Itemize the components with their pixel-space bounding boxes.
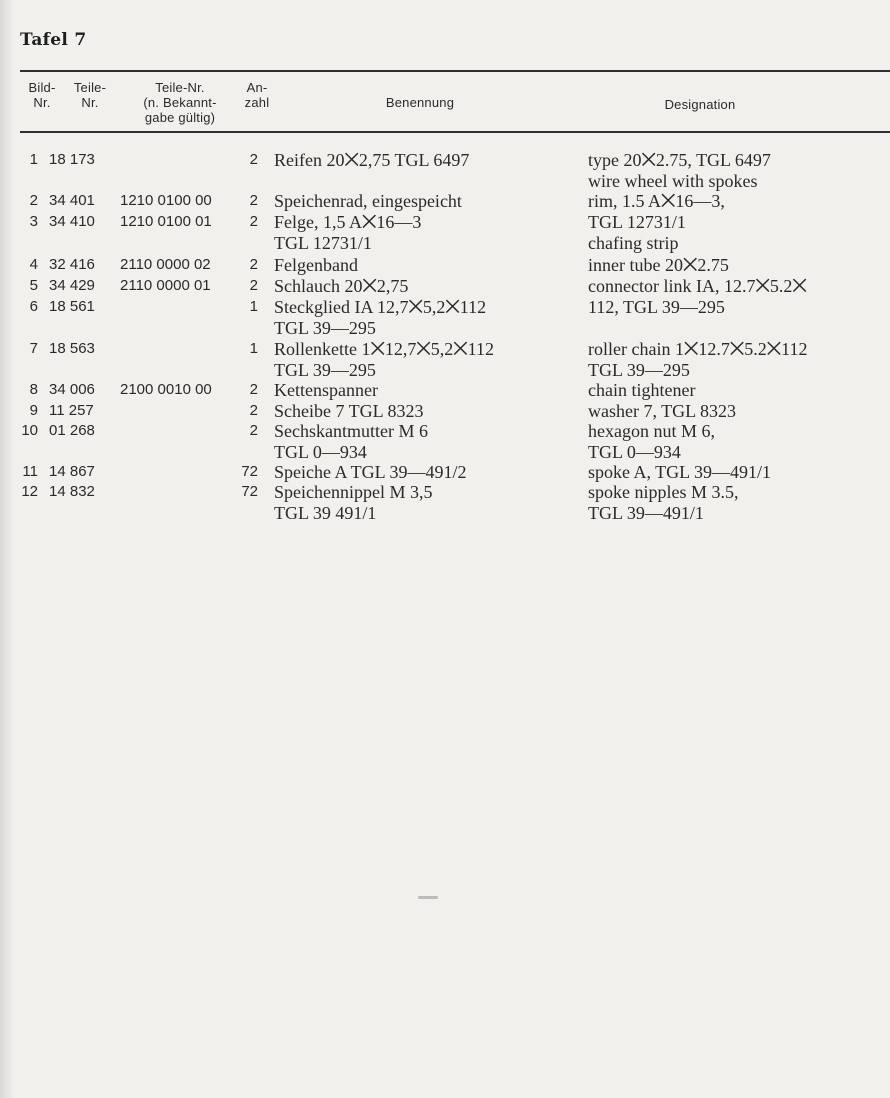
row-1-benennung-line-1: Reifen 20⨉2,75 TGL 6497	[274, 150, 470, 170]
row-2-teil: 34 401	[49, 192, 95, 209]
row-7-benennung-line-1: Rollenkette 1⨉12,7⨉5,2⨉112	[274, 339, 495, 359]
row-2-anzahl: 2	[249, 192, 258, 209]
header-bild	[20, 80, 64, 110]
row-2-benennung	[274, 191, 574, 212]
row-5-teil: 34 429	[49, 277, 95, 294]
row-1-designation	[588, 150, 890, 191]
row-4-designation	[588, 255, 890, 276]
header-anzahl	[236, 80, 278, 110]
row-12-designation	[588, 482, 890, 523]
row-12-designation-line-2: TGL 39—491/1	[588, 502, 704, 523]
header-bekannt-line-2: (n. Bekannt-	[143, 95, 217, 110]
paper-speck	[418, 896, 438, 899]
row-10-bild: 10	[21, 422, 38, 439]
row-5-bild: 5	[29, 277, 38, 294]
header-bild-line-1: Bild-	[28, 80, 56, 95]
row-10-designation-line-1: hexagon nut M 6,	[588, 421, 715, 441]
row-9-designation-line-1: washer 7, TGL 8323	[588, 401, 736, 421]
row-12-benennung-line-2: TGL 39 491/1	[274, 502, 377, 523]
row-3-benennung-line-2: TGL 12731/1	[274, 232, 372, 253]
row-8-designation-line-1: chain tightener	[588, 380, 696, 400]
row-12-benennung-line-1: Speichennippel M 3,5	[274, 482, 433, 502]
row-7-bild: 7	[29, 340, 38, 357]
row-10-benennung-line-2: TGL 0—934	[274, 441, 367, 462]
row-3-benennung-line-1: Felge, 1,5 A⨉16—3	[274, 212, 422, 232]
table-header-rule	[20, 131, 890, 133]
row-10-designation-line-2: TGL 0—934	[588, 441, 681, 462]
row-8-designation	[588, 380, 890, 401]
row-4-teil: 32 416	[49, 256, 95, 273]
row-3-bild: 3	[29, 213, 38, 230]
row-7-teil: 18 563	[49, 340, 95, 357]
header-benennung: Benennung	[385, 95, 455, 110]
header-bekannt-line-1: Teile-Nr.	[155, 80, 205, 95]
row-4-benennung	[274, 255, 574, 276]
row-8-benennung	[274, 380, 574, 401]
row-9-bild: 9	[29, 402, 38, 419]
row-12-designation-line-1: spoke nipples M 3.5,	[588, 482, 739, 502]
row-8-bild: 8	[29, 381, 38, 398]
row-8-benennung-line-1: Kettenspanner	[274, 380, 378, 400]
row-5-designation-line-1: connector link IA, 12.7⨉5.2⨉	[588, 276, 807, 296]
row-7-benennung-line-2: TGL 39—295	[274, 359, 376, 380]
row-12-anzahl: 72	[241, 483, 258, 500]
row-3-designation-line-2: chafing strip	[588, 232, 679, 253]
header-teile-line-1: Teile-	[73, 80, 107, 95]
header-bekannt-line-3: gabe gültig)	[144, 110, 216, 125]
table-top-rule	[20, 70, 890, 72]
row-9-designation	[588, 401, 890, 422]
row-6-designation	[588, 297, 890, 318]
row-6-anzahl: 1	[249, 298, 258, 315]
row-3-bekannt: 1210 0100 01	[120, 213, 212, 230]
row-1-designation-line-2: wire wheel with spokes	[588, 170, 758, 191]
row-3-designation	[588, 212, 890, 253]
row-6-benennung-line-1: Steckglied IA 12,7⨉5,2⨉112	[274, 297, 487, 317]
row-9-teil: 11 257	[49, 402, 94, 419]
row-5-benennung-line-1: Schlauch 20⨉2,75	[274, 276, 409, 296]
row-2-bild: 2	[29, 192, 38, 209]
row-3-designation-line-1: TGL 12731/1	[588, 212, 686, 232]
row-1-teil: 18 173	[49, 151, 95, 168]
row-11-benennung-line-1: Speiche A TGL 39—491/2	[274, 462, 467, 482]
row-2-benennung-line-1: Speichenrad, eingespeicht	[274, 191, 462, 211]
row-9-anzahl: 2	[249, 402, 258, 419]
row-7-designation-line-1: roller chain 1⨉12.7⨉5.2⨉112	[588, 339, 808, 359]
row-4-bekannt: 2110 0000 02	[120, 256, 211, 273]
row-7-designation-line-2: TGL 39—295	[588, 359, 690, 380]
row-1-bild: 1	[29, 151, 38, 168]
header-teile-line-2: Nr.	[81, 95, 99, 110]
row-6-benennung-line-2: TGL 39—295	[274, 317, 376, 338]
row-6-bild: 6	[29, 298, 38, 315]
row-8-bekannt: 2100 0010 00	[120, 381, 212, 398]
row-11-designation-line-1: spoke A, TGL 39—491/1	[588, 462, 771, 482]
row-4-designation-line-1: inner tube 20⨉2.75	[588, 255, 729, 275]
row-2-bekannt: 1210 0100 00	[120, 192, 212, 209]
row-2-designation	[588, 191, 890, 212]
row-10-teil: 01 268	[49, 422, 95, 439]
row-10-anzahl: 2	[249, 422, 258, 439]
row-6-benennung	[274, 297, 574, 338]
row-5-bekannt: 2110 0000 01	[120, 277, 211, 294]
row-1-designation-line-1: type 20⨉2.75, TGL 6497	[588, 150, 771, 170]
row-12-benennung	[274, 482, 574, 523]
row-10-benennung-line-1: Sechskantmutter M 6	[274, 421, 428, 441]
row-7-anzahl: 1	[249, 340, 258, 357]
row-12-bild: 12	[21, 483, 38, 500]
row-12-teil: 14 832	[49, 483, 95, 500]
row-11-benennung	[274, 462, 574, 483]
row-10-designation	[588, 421, 890, 462]
row-6-designation-line-1: 112, TGL 39—295	[588, 297, 725, 317]
row-4-benennung-line-1: Felgenband	[274, 255, 358, 275]
row-8-teil: 34 006	[49, 381, 95, 398]
row-6-teil: 18 561	[49, 298, 95, 315]
row-9-benennung	[274, 401, 574, 422]
row-11-teil: 14 867	[49, 463, 95, 480]
header-anzahl-line-1: An-	[246, 80, 268, 95]
row-7-benennung	[274, 339, 574, 380]
row-4-bild: 4	[29, 256, 38, 273]
row-11-designation	[588, 462, 890, 483]
page-spine-shadow	[0, 0, 14, 1098]
row-11-anzahl: 72	[241, 463, 258, 480]
header-bekannt	[124, 80, 236, 125]
header-anzahl-line-2: zahl	[244, 95, 270, 110]
row-3-anzahl: 2	[249, 213, 258, 230]
page-title: Tafel 7	[20, 30, 87, 50]
header-designation: Designation	[664, 97, 736, 112]
header-teile	[64, 80, 116, 110]
row-5-designation	[588, 276, 890, 297]
row-11-bild: 11	[22, 463, 38, 480]
row-5-benennung	[274, 276, 574, 297]
row-8-anzahl: 2	[249, 381, 258, 398]
row-3-benennung	[274, 212, 574, 253]
row-9-benennung-line-1: Scheibe 7 TGL 8323	[274, 401, 424, 421]
row-4-anzahl: 2	[249, 256, 258, 273]
row-7-designation	[588, 339, 890, 380]
row-3-teil: 34 410	[49, 213, 95, 230]
row-2-designation-line-1: rim, 1.5 A⨉16—3,	[588, 191, 725, 211]
row-1-anzahl: 2	[249, 151, 258, 168]
row-1-benennung	[274, 150, 574, 171]
header-bild-line-2: Nr.	[33, 95, 51, 110]
row-5-anzahl: 2	[249, 277, 258, 294]
row-10-benennung	[274, 421, 574, 462]
